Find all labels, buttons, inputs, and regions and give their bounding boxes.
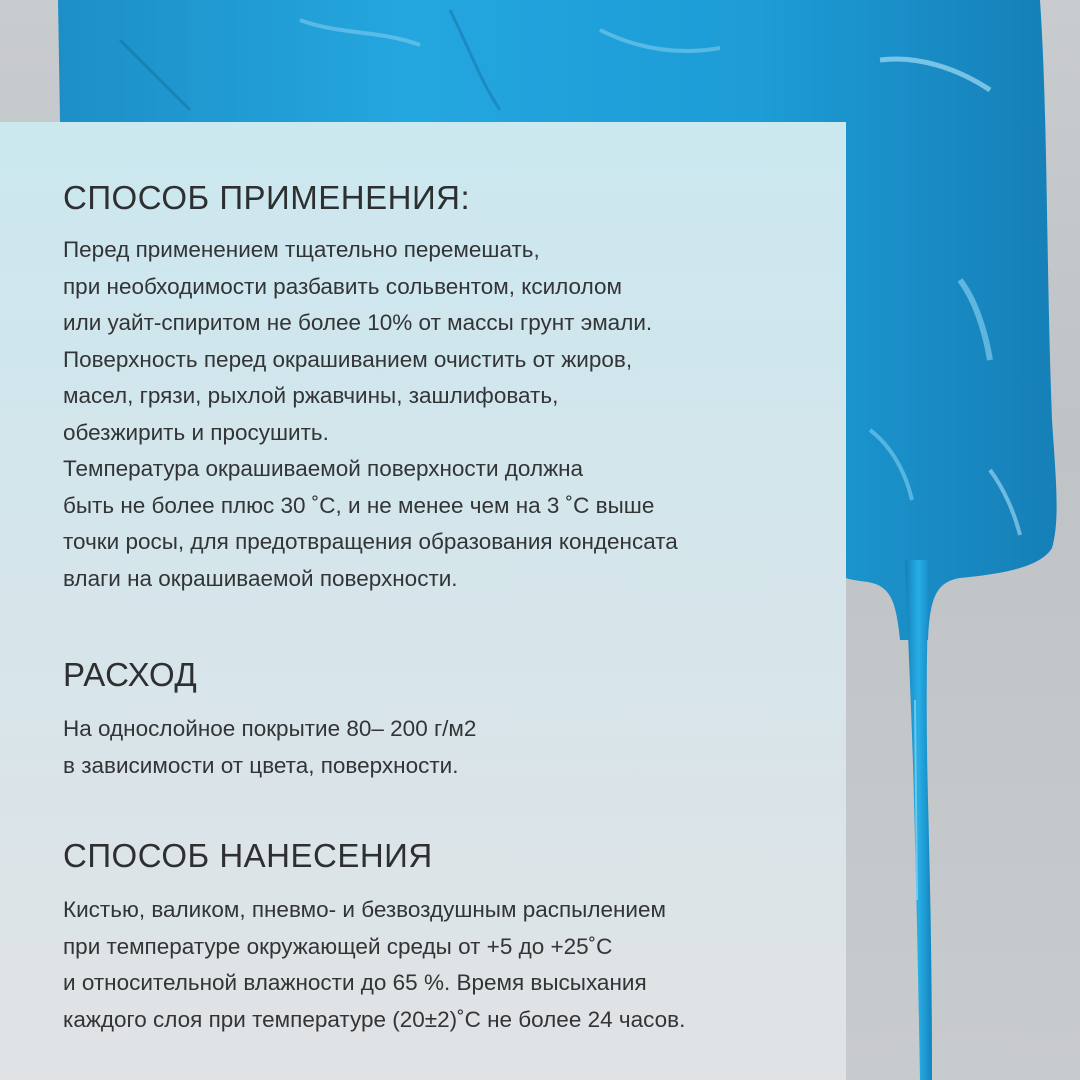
text-line: обезжирить и просушить. [63,419,329,445]
text-line: каждого слоя при температуре (20±2)˚С не более 24 часов. [63,1006,686,1032]
consumption-heading: РАСХОД [63,656,198,693]
text-line: влаги на окрашиваемой поверхности. [63,565,458,591]
text-line: масел, грязи, рыхлой ржавчины, зашлифовать, [63,383,559,408]
application-method-heading: СПОСОБ ПРИМЕНЕНИЯ: [63,179,471,216]
coating-method-heading: СПОСОБ НАНЕСЕНИЯ [63,837,433,874]
text-line: или уайт-спиритом не более 10% от массы грунт эмали. [63,310,653,335]
text-line: при необходимости разбавить сольвентом, ксилолом [63,273,622,299]
consumption-text [63,711,833,784]
text-line: и относительной влажности до 65 %. Время высыхания [63,970,647,995]
coating-method-section [63,834,833,1038]
text-line: Поверхность перед окрашиванием очистить от жиров, [63,346,633,372]
coating-method-text [63,892,833,1038]
text-line: при температуре окружающей среды от +5 до +25˚С [63,933,613,959]
content-block [63,176,833,1038]
application-method-text [63,232,833,597]
text-line: Температура окрашиваемой поверхности должна [63,456,584,481]
text-line: Перед применением тщательно перемешать, [63,237,540,262]
text-line: На однослойное покрытие 80– 200 г/м2 [63,716,477,741]
consumption-section [63,653,833,784]
application-method-section [63,176,833,597]
text-line: быть не более плюс 30 ˚С, и не менее чем на 3 ˚С выше [63,492,655,518]
text-line: Кистью, валиком, пневмо- и безвоздушным распылением [63,897,666,922]
text-line: в зависимости от цвета, поверхности. [63,752,459,778]
text-line: точки росы, для предотвращения образования конденсата [63,529,678,554]
